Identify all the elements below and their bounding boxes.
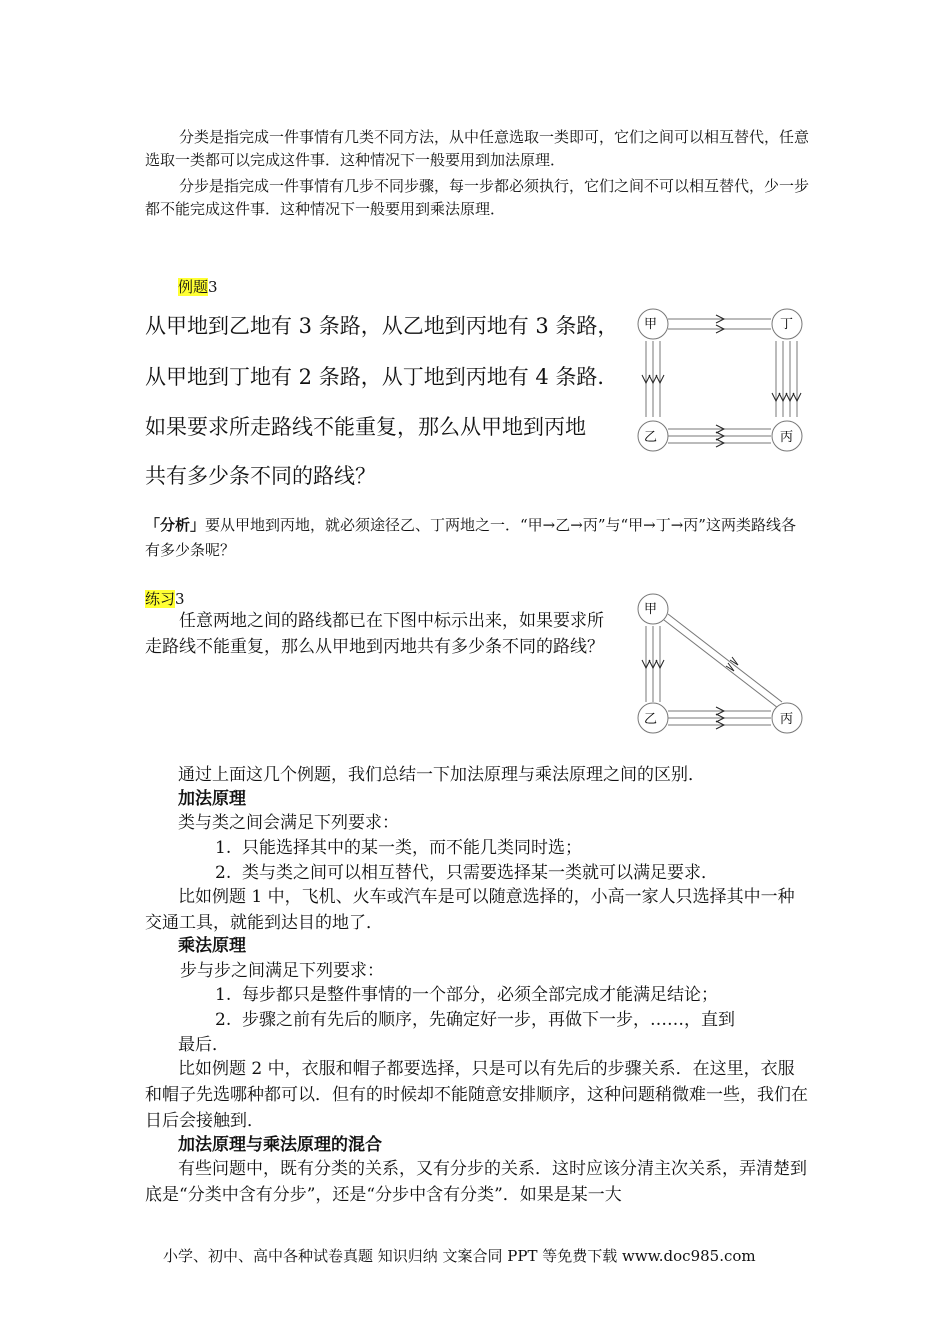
mul-item-2-num: 2.	[215, 1010, 232, 1030]
mul-item-2-cont: 最后．	[178, 1035, 229, 1055]
example-tag: 例题	[178, 278, 209, 296]
mul-item-1-num: 1.	[215, 985, 232, 1005]
mul-item-2	[215, 1007, 735, 1033]
example-line-3: 如果要求所走路线不能重复，那么从甲地到丙地	[145, 415, 586, 439]
summary-intro: 通过上面这几个例题，我们总结一下加法原理与乘法原理之间的区别．	[178, 765, 705, 785]
intro-paragraph-1: 分类是指完成一件事情有几类不同方法，从中任意选取一类即可，它们之间可以相互替代，任意选取一类都可以完成这件事．这种情况下一般要用到加法原理．	[145, 128, 810, 169]
analysis-paragraph	[145, 513, 810, 563]
example-line-4: 共有多少条不同的路线？	[145, 464, 376, 488]
mul-example: 比如例题 2 中，衣服和帽子都要选择，只是可以有先后的步骤关系．在这里，衣服和帽子先选哪种都可以．但有的时候却不能随意安排顺序，这种问题稍微难一些，我们在日后会接触到．	[145, 1059, 808, 1131]
add-item-1-text: 只能选择其中的某一类，而不能几类同时选；	[242, 838, 583, 858]
practice-tag: 练习	[145, 590, 176, 608]
analysis-tag: 「分析」	[145, 516, 206, 534]
example-line-2: 从甲地到丁地有 2 条路，从丁地到丙地有 4 条路．	[145, 365, 619, 389]
add-title: 加法原理	[178, 789, 246, 809]
add-item-2-text: 类与类之间可以相互替代，只需要选择某一类就可以满足要求．	[242, 863, 719, 883]
route-diagram-practice	[630, 590, 810, 745]
mul-item-2-text: 步骤之前有先后的顺序，先确定好一步，再做下一步，……，直到	[242, 1010, 736, 1030]
node-bing: 丙	[780, 712, 794, 727]
add-item-2	[215, 860, 718, 886]
analysis-text: 要从甲地到丙地，就必须途径乙、丁两地之一．“甲→乙→丙”与“甲→丁→丙”这两类路线各有多少条呢？	[145, 516, 796, 559]
intro-paragraph-2: 分步是指完成一件事情有几步不同步骤，每一步都必须执行，它们之间不可以相互替代，少一步都不能完成这件事．这种情况下一般要用到乘法原理．	[145, 177, 810, 218]
node-jia: 甲	[644, 602, 658, 617]
add-item-1-num: 1.	[215, 838, 232, 858]
mul-req: 步与步之间满足下列要求：	[180, 961, 384, 981]
route-diagram-example	[630, 305, 810, 460]
add-req: 类与类之间会满足下列要求：	[178, 813, 399, 833]
mul-title: 乘法原理	[178, 936, 246, 956]
practice-text: 任意两地之间的路线都已在下图中标示出来，如果要求所走路线不能重复，那么从甲地到丙地共有多少条不同的路线？	[145, 611, 604, 657]
mix-text: 有些问题中，既有分类的关系，又有分步的关系．这时应该分清主次关系，弄清楚到底是“分类中含有分步”，还是“分步中含有分类”．如果是某一大	[145, 1159, 807, 1205]
add-item-1	[215, 835, 582, 861]
page-footer: 小学、初中、高中各种试卷真题 知识归纳 文案合同 PPT 等免费下载 www.doc985.com	[163, 1247, 756, 1265]
node-jia: 甲	[644, 317, 658, 332]
mix-title: 加法原理与乘法原理的混合	[178, 1135, 382, 1155]
add-example: 比如例题 1 中，飞机、火车或汽车是可以随意选择的，小高一家人只选择其中一种交通工具，就能到达目的地了．	[145, 887, 795, 933]
node-bing: 丙	[780, 430, 794, 445]
example-number: 3	[208, 278, 218, 296]
mul-item-1	[215, 982, 718, 1008]
node-ding: 丁	[780, 317, 794, 332]
add-item-2-num: 2.	[215, 863, 232, 883]
example-heading	[178, 276, 218, 297]
example-line-1: 从甲地到乙地有 3 条路，从乙地到丙地有 3 条路，	[145, 314, 619, 338]
mul-item-1-text: 每步都只是整件事情的一个部分，必须全部完成才能满足结论；	[242, 985, 719, 1005]
practice-number: 3	[175, 590, 185, 608]
practice-heading	[145, 588, 185, 609]
node-yi: 乙	[644, 430, 658, 445]
node-yi: 乙	[644, 712, 658, 727]
